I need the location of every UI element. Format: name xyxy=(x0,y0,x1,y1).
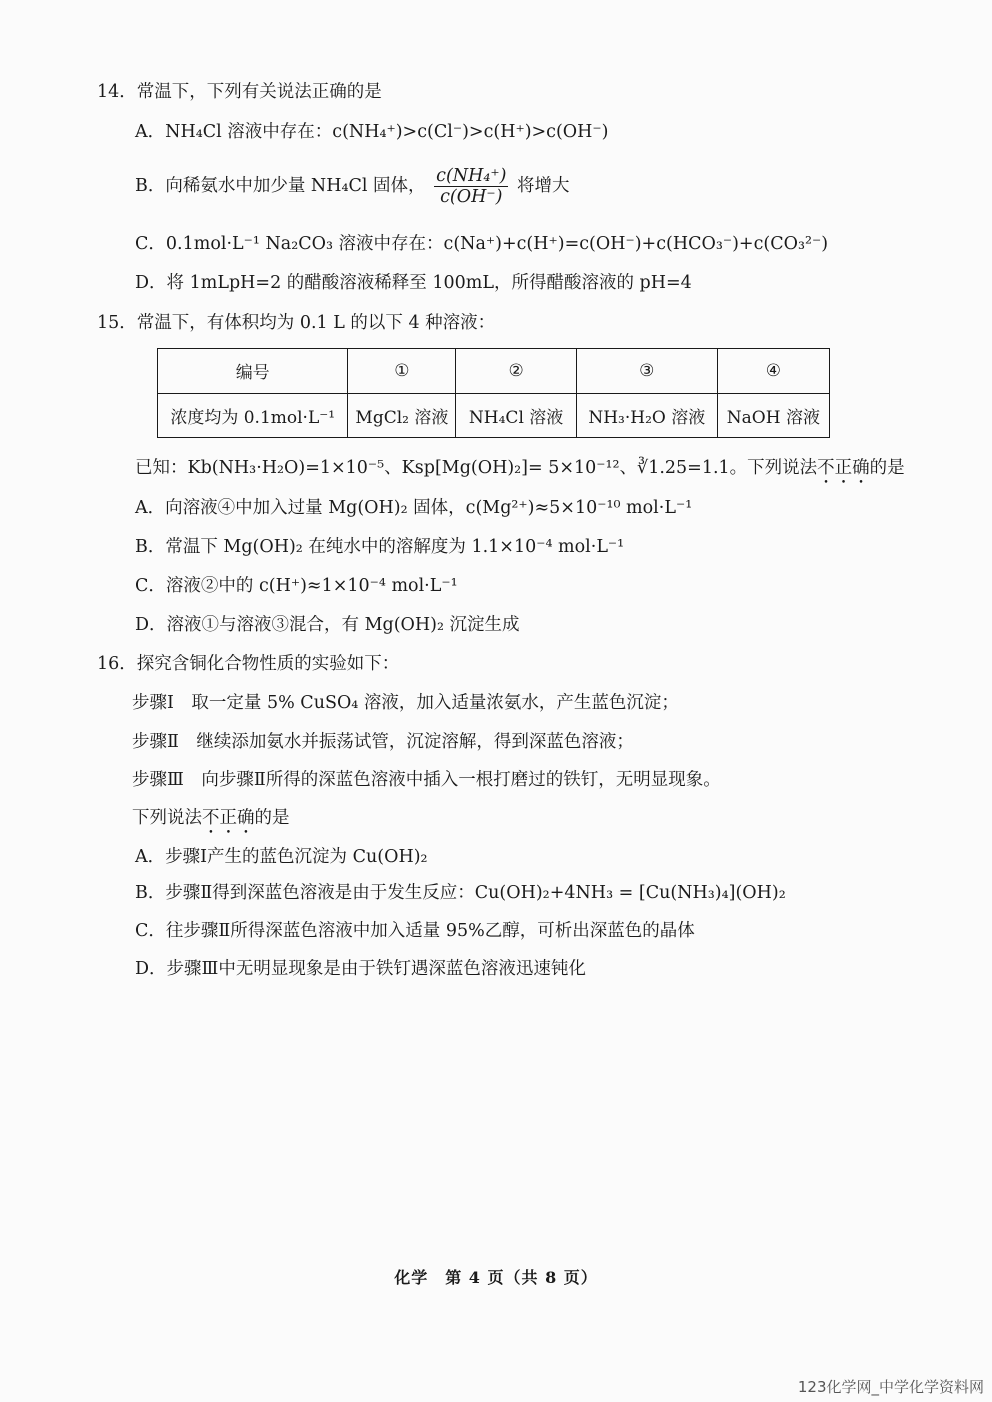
q14-option-b-tail: 将增大 xyxy=(517,176,570,196)
q16-step-2: 步骤Ⅱ 继续添加氨水并振荡试管，沉淀溶解，得到深蓝色溶液； xyxy=(132,732,634,752)
q14-option-b-fraction xyxy=(434,166,508,207)
watermark: 123化学网_中学化学资料网 xyxy=(797,1378,984,1396)
q15-option-b: B．常温下 Mg(OH)₂ 在纯水中的溶解度为 1.1×10⁻⁴ mol·L⁻¹ xyxy=(135,537,625,557)
table-row xyxy=(158,393,830,438)
table-header-cell: ③ xyxy=(576,349,717,394)
q15-option-c: C．溶液②中的 c(H⁺)≈1×10⁻⁴ mol·L⁻¹ xyxy=(135,576,458,596)
table-header-cell: ② xyxy=(456,349,576,394)
table-cell: NH₃·H₂O 溶液 xyxy=(576,393,717,438)
q16-stem: 16．探究含铜化合物性质的实验如下： xyxy=(97,654,400,674)
q16-option-a: A．步骤Ⅰ产生的蓝色沉淀为 Cu(OH)₂ xyxy=(135,847,428,867)
q15-known xyxy=(135,456,905,488)
table-cell: MgCl₂ 溶液 xyxy=(348,393,456,438)
q14-option-b xyxy=(135,166,570,207)
q15-option-d: D．溶液①与溶液③混合，有 Mg(OH)₂ 沉淀生成 xyxy=(135,615,520,635)
table-header-row xyxy=(158,349,830,394)
q14-option-b-text: B．向稀氨水中加少量 NH₄Cl 固体， xyxy=(135,176,426,196)
q15-option-a: A．向溶液④中加入过量 Mg(OH)₂ 固体，c(Mg²⁺)≈5×10⁻¹⁰ mol·L⁻¹ xyxy=(135,498,693,518)
q14-option-d: D．将 1mLpH=2 的醋酸溶液稀释至 100mL，所得醋酸溶液的 pH=4 xyxy=(135,273,692,293)
q14-option-a: A．NH₄Cl 溶液中存在：c(NH₄⁺)>c(Cl⁻)>c(H⁺)>c(OH⁻) xyxy=(135,122,609,142)
q15-known-tail: 的是 xyxy=(869,458,905,478)
table-cell: NaOH 溶液 xyxy=(717,393,829,438)
q16-ask xyxy=(132,806,290,838)
q16-option-c: C．往步骤Ⅱ所得深蓝色溶液中加入适量 95%乙醇，可析出深蓝色的晶体 xyxy=(135,921,695,941)
fraction-numerator: c(NH₄⁺) xyxy=(436,166,507,186)
emphasis-text: 不正确 xyxy=(817,458,870,478)
solution-table xyxy=(157,348,830,438)
table-header-cell: ① xyxy=(348,349,456,394)
table-cell: NH₄Cl 溶液 xyxy=(456,393,576,438)
q16-option-d: D．步骤Ⅲ中无明显现象是由于铁钉遇深蓝色溶液迅速钝化 xyxy=(135,959,586,979)
q16-ask-tail: 的是 xyxy=(254,808,290,828)
page-footer: 化学 第 4 页（共 8 页） xyxy=(394,1268,598,1287)
q16-option-b: B．步骤Ⅱ得到深蓝色溶液是由于发生反应：Cu(OH)₂+4NH₃ = [Cu(NH₃)₄](OH)₂ xyxy=(135,883,786,903)
q15-stem: 15．常温下，有体积均为 0.1 L 的以下 4 种溶液： xyxy=(97,313,496,333)
fraction-denominator: c(OH⁻) xyxy=(440,187,503,207)
table-header-cell: ④ xyxy=(717,349,829,394)
q14-stem: 14．常温下，下列有关说法正确的是 xyxy=(97,82,382,102)
emphasis-text: 不正确 xyxy=(202,808,255,828)
table-header-cell: 编号 xyxy=(158,349,348,394)
q16-step-3: 步骤Ⅲ 向步骤Ⅱ所得的深蓝色溶液中插入一根打磨过的铁钉，无明显现象。 xyxy=(132,770,721,790)
q15-known-text: 已知：Kb(NH₃·H₂O)=1×10⁻⁵、Ksp[Mg(OH)₂]= 5×10⁻¹²、∛1.25=1.1。下列说法 xyxy=(135,458,818,478)
q16-ask-text: 下列说法 xyxy=(132,808,202,828)
q14-option-c: C．0.1mol·L⁻¹ Na₂CO₃ 溶液中存在：c(Na⁺)+c(H⁺)=c(OH⁻)+c(HCO₃⁻)+c(CO₃²⁻) xyxy=(135,234,829,254)
table-cell: 浓度均为 0.1mol·L⁻¹ xyxy=(158,393,348,438)
q16-step-1: 步骤Ⅰ 取一定量 5% CuSO₄ 溶液，加入适量浓氨水，产生蓝色沉淀； xyxy=(132,693,679,713)
